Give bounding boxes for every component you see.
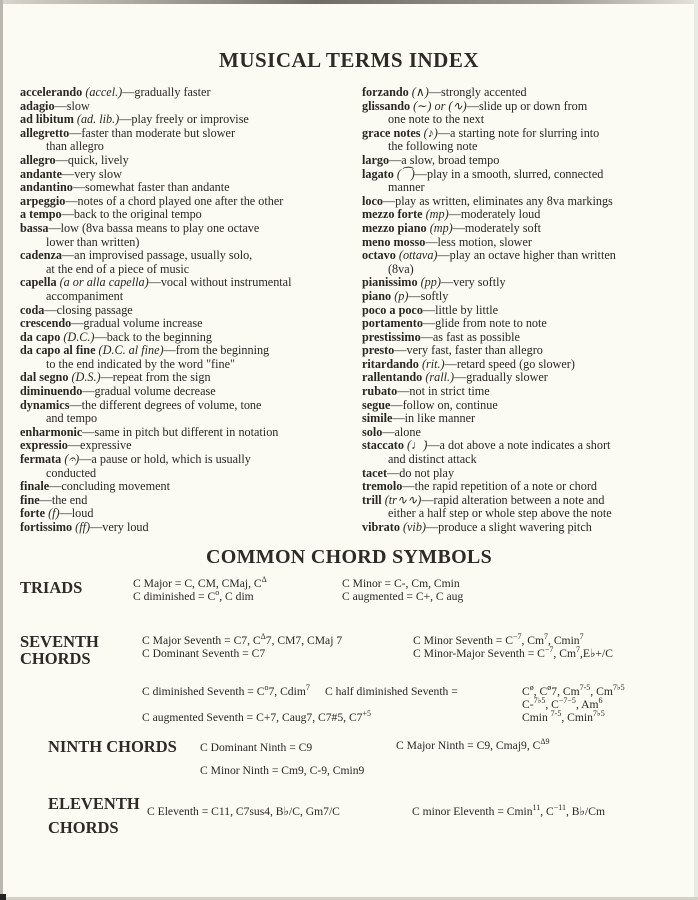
term-definition-continued: to the end indicated by the word "fine" — [46, 356, 235, 371]
term-entry: ritardando (rit.)—retard speed (go slower) — [362, 356, 575, 371]
term-name: da capo al fine — [20, 343, 96, 358]
term-name: da capo — [20, 329, 61, 344]
term-name: portamento — [362, 316, 423, 331]
term-definition: same in pitch but different in notation — [94, 424, 279, 439]
term-name: vibrato — [362, 520, 400, 534]
term-definition: slide up or down from — [478, 98, 588, 113]
term-entry: vibrato (vib)—produce a slight wavering pitch — [362, 520, 592, 534]
term-name: grace notes — [362, 125, 421, 140]
term-definition: concluding movement — [61, 479, 170, 494]
page-edge-left — [0, 0, 3, 900]
term-entry: trill (tr∿∿)—rapid alteration between a note and either a half step or whole step above the note — [362, 494, 692, 521]
seventh-minor-major: C Minor-Major Seventh = $C^{-7}$, $Cm^7,E♭+/C$ — [413, 645, 613, 660]
term-definition-continued: one note to the next — [388, 112, 485, 127]
page-title: MUSICAL TERMS INDEX — [219, 48, 479, 72]
term-definition: a pause or hold, which is usually — [91, 452, 251, 467]
term-abbreviation: (D.C.) — [63, 329, 95, 344]
term-definition: closing passage — [56, 302, 133, 317]
page-corner-mark — [0, 894, 6, 900]
term-entry: diminuendo—gradual volume decrease — [20, 384, 216, 399]
ninth-dominant: C Dominant Ninth = C9 — [200, 741, 313, 754]
term-abbreviation: (accel.) — [85, 85, 123, 99]
term-entry: arpeggio—notes of a chord played one after the other — [20, 193, 284, 208]
term-name: a tempo — [20, 207, 62, 222]
term-name: prestissimo — [362, 329, 421, 344]
term-name: rallentando — [362, 370, 423, 385]
term-definition: expressive — [80, 438, 132, 453]
seventh-augmented: C augmented Seventh = C+7, Caug7, C7#5, $C7^{+5}$ — [142, 709, 371, 724]
term-name: simile — [362, 411, 393, 426]
term-name: fortissimo — [20, 520, 73, 534]
term-definition: moderately loud — [460, 207, 541, 222]
term-definition: play in a smooth, slurred, connected — [426, 166, 604, 181]
term-definition: an improvised passage, usually solo, — [74, 248, 253, 263]
term-definition: less motion, slower — [437, 234, 532, 249]
term-definition: faster than moderate but slower — [81, 125, 236, 140]
half-dim-line-1: $C^ø$, $C^ø7$, Cm$^{7-5}$, $Cm^{7♭5}$ — [522, 683, 625, 698]
term-entry: bassa—low (8va bassa means to play one octave lower than written) — [20, 222, 350, 249]
term-definition: very fast, faster than allegro — [406, 343, 543, 358]
term-definition: alone — [394, 424, 421, 439]
term-definition-continued: and distinct attack — [388, 452, 477, 467]
term-definition: follow on, continue — [402, 397, 498, 412]
term-abbreviation: (D.C. al fine) — [98, 343, 164, 358]
term-abbreviation: (rall.) — [425, 370, 455, 385]
term-name: forte — [20, 506, 46, 521]
term-entry: forzando (∧)—strongly accented — [362, 85, 527, 99]
term-entry: piano (p)—softly — [362, 288, 449, 303]
term-definition-continued: at the end of a piece of music — [46, 261, 190, 276]
term-entry: adagio—slow — [20, 98, 90, 113]
eleventh-major: C Eleventh = C11, C7sus4, B♭/C, Gm7/C — [147, 805, 340, 818]
term-entry: andantino—somewhat faster than andante — [20, 180, 230, 195]
term-entry: fine—the end — [20, 492, 88, 507]
term-name: tacet — [362, 465, 388, 480]
terms-column-left — [20, 86, 350, 535]
term-definition: the end — [51, 492, 88, 507]
term-abbreviation: (♩̇) — [407, 438, 428, 453]
term-definition: as fast as possible — [432, 329, 520, 344]
term-definition: a dot above a note indicates a short — [439, 438, 611, 453]
term-entry: crescendo—gradual volume increase — [20, 316, 203, 331]
term-entry: staccato (♩̇)—a dot above a note indicates a short and distinct attack — [362, 439, 692, 466]
term-definition: gradual volume decrease — [94, 384, 216, 399]
term-entry: portamento—glide from note to note — [362, 316, 547, 331]
term-entry: octavo (ottava)—play an octave higher than written (8va) — [362, 249, 692, 276]
term-definition: back to the original tempo — [73, 207, 202, 222]
term-name: adagio — [20, 98, 55, 113]
term-definition: play an octave higher than written — [449, 248, 616, 263]
term-entry: andante—very slow — [20, 166, 122, 181]
seventh-half-diminished: C half diminished Seventh = — [325, 685, 458, 698]
term-definition: low (8va bassa means to play one octave — [60, 220, 260, 235]
triad-major: C Major = C, CM, CMaj, $C^\Delta$ — [133, 575, 267, 590]
term-name: segue — [362, 397, 391, 412]
term-name: coda — [20, 302, 45, 317]
term-definition: strongly accented — [441, 85, 527, 99]
term-name: tremolo — [362, 479, 403, 494]
term-entry: cadenza—an improvised passage, usually solo, at the end of a piece of music — [20, 249, 350, 276]
term-abbreviation: (f) — [48, 506, 60, 521]
term-definition: a starting note for slurring into — [450, 125, 600, 140]
chords-section-title: COMMON CHORD SYMBOLS — [206, 546, 492, 568]
term-entry: da capo al fine (D.C. al fine)—from the beginning to the end indicated by the word "fine" — [20, 344, 350, 371]
term-abbreviation: (mp) — [429, 220, 453, 235]
term-definition: play freely or improvise — [131, 112, 249, 127]
term-definition-continued: lower than written) — [46, 234, 140, 249]
term-entry: mezzo forte (mp)—moderately loud — [362, 207, 541, 222]
term-abbreviation: (mp) — [425, 207, 449, 222]
term-abbreviation: (pp) — [420, 275, 441, 290]
term-entry: expressio—expressive — [20, 438, 132, 453]
term-name: forzando — [362, 85, 409, 99]
term-name: dal segno — [20, 370, 69, 385]
half-dim-line-3: Cmin $^{7-5}$, Cmin$^{7♭5}$ — [522, 709, 605, 724]
page-edge-right — [694, 0, 698, 900]
term-name: pianissimo — [362, 275, 418, 290]
half-dim-line-2: C-$^{7♭5}$, $C^{-7-5}$, Am$^6$ — [522, 696, 603, 711]
term-entry: dal segno (D.S.)—repeat from the sign — [20, 370, 211, 385]
term-entry: grace notes (♪)—a starting note for slurring into the following note — [362, 127, 692, 154]
term-definition-continued: accompaniment — [46, 288, 124, 303]
term-abbreviation: (ff) — [75, 520, 91, 534]
term-entry: meno mosso—less motion, slower — [362, 234, 532, 249]
term-definition: do not play — [399, 465, 455, 480]
term-definition: retard speed (go slower) — [456, 356, 575, 371]
term-entry: ad libitum (ad. lib.)—play freely or improvise — [20, 112, 249, 127]
term-name: fermata — [20, 452, 62, 467]
term-name: largo — [362, 152, 390, 167]
term-name: solo — [362, 424, 383, 439]
term-entry: glissando (∼) or (∿)—slide up or down from one note to the next — [362, 100, 692, 127]
term-abbreviation: (𝄐) — [64, 452, 80, 467]
term-entry: finale—concluding movement — [20, 479, 170, 494]
page-edge-top — [0, 0, 698, 4]
term-abbreviation: (tr∿∿) — [384, 492, 422, 507]
term-name: octavo — [362, 248, 396, 263]
term-name: dynamics — [20, 397, 70, 412]
term-definition: not in strict time — [409, 384, 490, 399]
term-definition-continued: and tempo — [46, 411, 98, 426]
term-entry: fermata (𝄐)—a pause or hold, which is usually conducted — [20, 453, 350, 480]
term-name: rubato — [362, 384, 398, 399]
term-name: poco a poco — [362, 302, 423, 317]
term-name: fine — [20, 492, 40, 507]
term-definition: glide from note to note — [435, 316, 547, 331]
term-definition: repeat from the sign — [112, 370, 211, 385]
term-name: mezzo piano — [362, 220, 427, 235]
term-abbreviation: (vib) — [402, 520, 426, 534]
term-definition: play as written, eliminates any 8va markings — [395, 193, 613, 208]
term-entry: allegro—quick, lively — [20, 152, 129, 167]
term-name: allegretto — [20, 125, 70, 140]
term-abbreviation: (ad. lib.) — [76, 112, 120, 127]
term-definition-continued: than allegro — [46, 139, 104, 154]
term-definition: produce a slight wavering pitch — [438, 520, 592, 534]
term-entry: prestissimo—as fast as possible — [362, 329, 520, 344]
term-abbreviation: (∧) — [411, 85, 429, 99]
term-definition: quick, lively — [67, 152, 129, 167]
term-entry: tacet—do not play — [362, 465, 455, 480]
term-definition: the rapid repetition of a note or chord — [414, 479, 597, 494]
term-definition: slow — [66, 98, 90, 113]
term-name: expressio — [20, 438, 68, 453]
term-entry: rallentando (rall.)—gradually slower — [362, 370, 548, 385]
term-name: accelerando — [20, 85, 83, 99]
term-definition: very softly — [453, 275, 506, 290]
term-entry: dynamics—the different degrees of volume, tone and tempo — [20, 399, 350, 426]
term-definition-continued: conducted — [46, 465, 97, 480]
term-entry: coda—closing passage — [20, 302, 133, 317]
term-abbreviation: (a or alla capella) — [59, 275, 149, 290]
term-name: andante — [20, 166, 62, 181]
eleventh-minor: C minor Eleventh = Cmin$^{11}$, $C^{-11}$, B♭/Cm — [412, 803, 605, 818]
term-name: finale — [20, 479, 50, 494]
term-entry: capella (a or alla capella)—vocal without instrumental accompaniment — [20, 276, 350, 303]
term-definition: moderately soft — [464, 220, 542, 235]
term-definition: somewhat faster than andante — [85, 180, 230, 195]
term-entry: poco a poco—little by little — [362, 302, 499, 317]
term-entry: forte (f)—loud — [20, 506, 94, 521]
term-entry: tremolo—the rapid repetition of a note or chord — [362, 479, 597, 494]
eleventh-label-1: ELEVENTH — [48, 794, 140, 813]
term-name: loco — [362, 193, 383, 208]
term-definition: from the beginning — [175, 343, 270, 358]
term-entry: da capo (D.C.)—back to the beginning — [20, 329, 212, 344]
term-entry: largo—a slow, broad tempo — [362, 152, 500, 167]
term-name: andantino — [20, 180, 73, 195]
triads-label: TRIADS — [20, 578, 83, 597]
term-definition: vocal without instrumental — [160, 275, 292, 290]
term-entry: simile—in like manner — [362, 411, 476, 426]
terms-column-right — [362, 86, 692, 535]
term-definition-continued: the following note — [388, 139, 478, 154]
term-name: cadenza — [20, 248, 62, 263]
term-definition: loud — [71, 506, 94, 521]
seventh-dominant: C Dominant Seventh = C7 — [142, 647, 266, 660]
term-name: enharmonic — [20, 424, 83, 439]
eleventh-label-2: CHORDS — [48, 818, 119, 837]
term-entry: enharmonic—same in pitch but different in notation — [20, 424, 279, 439]
term-definition: softly — [420, 288, 449, 303]
term-entry: loco—play as written, eliminates any 8va markings — [362, 193, 613, 208]
term-entry: a tempo—back to the original tempo — [20, 207, 202, 222]
triad-diminished: C diminished = $C^o$, C dim — [133, 588, 254, 603]
ninth-label: NINTH CHORDS — [48, 737, 177, 756]
triad-augmented: C augmented = C+, C aug — [342, 590, 464, 603]
term-name: ritardando — [362, 356, 419, 371]
ninth-major: C Major Ninth = C9, Cmaj9, $C^{\Delta 9}$ — [396, 737, 550, 752]
term-definition: in like manner — [404, 411, 476, 426]
term-definition: back to the beginning — [106, 329, 212, 344]
term-definition-continued: (8va) — [388, 261, 414, 276]
term-name: meno mosso — [362, 234, 426, 249]
term-entry: mezzo piano (mp)—moderately soft — [362, 220, 542, 235]
term-abbreviation: (∼) or (∿) — [413, 98, 467, 113]
seventh-major: C Major Seventh = C7, $C^\Delta 7$, CM7, CMaj 7 — [142, 632, 343, 647]
ninth-minor: C Minor Ninth = Cm9, C-9, Cmin9 — [200, 764, 365, 777]
term-abbreviation: (D.S.) — [71, 370, 101, 385]
term-entry: lagato (⁀)—play in a smooth, slurred, connected manner — [362, 168, 692, 195]
term-name: lagato — [362, 166, 394, 181]
term-abbreviation: (rit.) — [421, 356, 445, 371]
term-entry: accelerando (accel.)—gradually faster — [20, 85, 211, 99]
seventh-minor: C Minor Seventh = $C^{-7}$, Cm$^7$, Cmin$^7$ — [413, 632, 584, 647]
term-name: capella — [20, 275, 57, 290]
term-definition: a slow, broad tempo — [401, 152, 500, 167]
term-definition: gradual volume increase — [83, 316, 203, 331]
term-entry: rubato—not in strict time — [362, 384, 490, 399]
term-definition: little by little — [435, 302, 499, 317]
term-definition: very loud — [102, 520, 149, 534]
term-definition-continued: manner — [388, 180, 425, 195]
term-entry: segue—follow on, continue — [362, 397, 498, 412]
term-name: mezzo forte — [362, 207, 423, 222]
term-entry: fortissimo (ff)—very loud — [20, 520, 149, 534]
term-name: trill — [362, 492, 382, 507]
term-abbreviation: (⁀) — [396, 166, 415, 181]
term-entry: allegretto—faster than moderate but slower than allegro — [20, 127, 350, 154]
term-abbreviation: (♪) — [423, 125, 438, 140]
term-definition-continued: either a half step or whole step above the note — [388, 506, 612, 521]
term-definition: notes of a chord played one after the other — [77, 193, 284, 208]
term-name: staccato — [362, 438, 404, 453]
term-name: glissando — [362, 98, 411, 113]
term-name: bassa — [20, 220, 49, 235]
term-definition: rapid alteration between a note and — [433, 492, 605, 507]
term-definition: very slow — [74, 166, 122, 181]
term-entry: pianissimo (pp)—very softly — [362, 275, 506, 290]
term-name: presto — [362, 343, 395, 358]
term-entry: solo—alone — [362, 424, 421, 439]
term-abbreviation: (ottava) — [398, 248, 438, 263]
term-name: allegro — [20, 152, 56, 167]
triad-minor: C Minor = C-, Cm, Cmin — [342, 577, 460, 590]
term-definition: the different degrees of volume, tone — [81, 397, 262, 412]
term-abbreviation: (p) — [394, 288, 409, 303]
term-name: ad libitum — [20, 112, 74, 127]
term-name: arpeggio — [20, 193, 66, 208]
seventh-label-2: CHORDS — [20, 649, 91, 668]
term-name: crescendo — [20, 316, 72, 331]
term-entry: presto—very fast, faster than allegro — [362, 343, 543, 358]
term-name: diminuendo — [20, 384, 83, 399]
term-name: piano — [362, 288, 392, 303]
seventh-label-1: SEVENTH — [20, 632, 99, 651]
seventh-diminished: C diminished Seventh = $C^o7$, Cdim$^7$ — [142, 683, 310, 698]
term-definition: gradually faster — [134, 85, 211, 99]
term-definition: gradually slower — [466, 370, 548, 385]
